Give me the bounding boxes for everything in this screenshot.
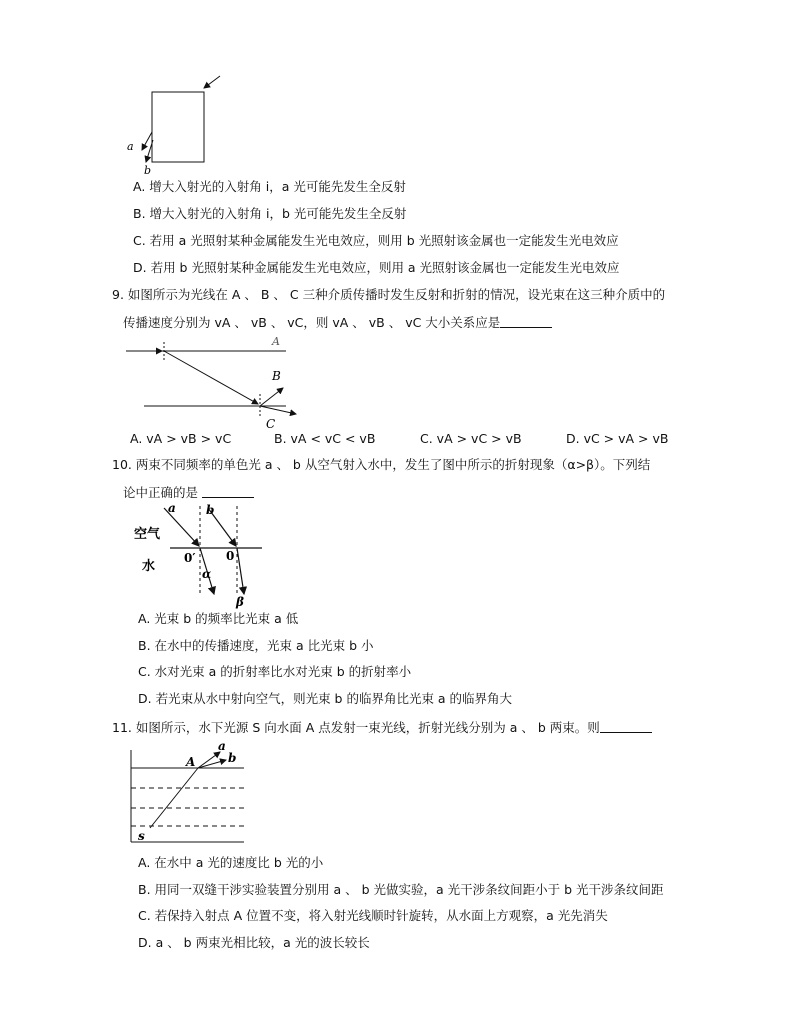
answer-blank[interactable] <box>600 720 652 733</box>
q9-label-c: C <box>266 417 276 431</box>
label-beta: β <box>236 595 244 609</box>
label-air: 空气 <box>134 527 161 542</box>
q10-option-d: D. 若光束从水中射向空气，则光束 b 的临界角比光束 a 的临界角大 <box>138 691 513 706</box>
q9-figure <box>120 332 300 432</box>
incident-ray <box>150 768 198 828</box>
q8-option-b: B. 增大入射光的入射角 i，b 光可能先发生全反射 <box>133 206 407 221</box>
q11-stem-line1: 11. 如图所示，水下光源 S 向水面 A 点发射一束光线，折射光线分别为 a 、 b 两束。则 <box>112 720 652 735</box>
incident-ray <box>204 76 220 88</box>
q11-label-A: A <box>186 755 196 769</box>
q9-option-b: B. vA < vC < vB <box>274 431 376 446</box>
q10-figure <box>128 500 278 610</box>
reflected-ray <box>260 388 283 406</box>
q9-stem-line1: 9. 如图所示为光线在 A 、 B 、 C 三种介质传播时发生反射和折射的情况，设光束在这三种介质中的 <box>112 287 666 302</box>
prism-block <box>152 92 204 162</box>
q10-stem-line2: 论中正确的是 <box>123 485 254 500</box>
q11-option-c: C. 若保持入射点 A 位置不变，将入射光线顺时针旋转，从水面上方观察，a 光先消失 <box>138 908 608 923</box>
label-o-prime: 0′ <box>184 551 196 565</box>
q9-option-a: A. vA > vB > vC <box>130 431 232 446</box>
refracted-ray-b <box>164 351 258 404</box>
label-water: 水 <box>142 559 156 574</box>
q11-figure <box>120 738 260 850</box>
q9-option-d: D. vC > vA > vB <box>566 431 669 446</box>
answer-blank[interactable] <box>202 485 254 498</box>
q9-option-c: C. vA > vC > vB <box>420 431 522 446</box>
q10-option-c: C. 水对光束 a 的折射率比水对光束 b 的折射率小 <box>138 664 412 679</box>
q8-label-b: b <box>144 164 152 177</box>
label-alpha: α <box>202 567 212 581</box>
transmitted-ray-c <box>260 406 296 414</box>
q10-label-a: a <box>168 501 176 515</box>
q10-label-b: b <box>206 503 215 517</box>
ray-b-refracted <box>237 548 244 594</box>
q8-option-a: A. 增大入射光的入射角 i，a 光可能先发生全反射 <box>133 179 406 194</box>
q8-option-c: C. 若用 a 光照射某种金属能发生光电效应，则用 b 光照射该金属也一定能发生光电效应 <box>133 233 619 248</box>
q11-label-s: s <box>138 829 145 843</box>
refracted-ray-b <box>198 760 226 768</box>
q11-option-a: A. 在水中 a 光的速度比 b 光的小 <box>138 855 324 870</box>
q9-label-a: A <box>272 335 280 348</box>
q10-option-b: B. 在水中的传播速度，光束 a 比光束 b 小 <box>138 638 374 653</box>
answer-blank[interactable] <box>500 315 552 328</box>
q11-label-a: a <box>218 739 226 753</box>
q11-option-d: D. a 、 b 两束光相比较，a 光的波长较长 <box>138 935 370 950</box>
q8-figure <box>120 70 230 180</box>
q8-label-a: a <box>127 140 134 153</box>
q11-option-b: B. 用同一双缝干涉实验装置分别用 a 、 b 光做实验，a 光干涉条纹间距小于 b 光干涉条纹间距 <box>138 882 664 897</box>
label-o: 0 <box>226 549 235 563</box>
q9-stem-line2: 传播速度分别为 vA 、 vB 、 vC，则 vA 、 vB 、 vC 大小关系应是 <box>123 315 552 330</box>
q9-label-b: B <box>272 369 281 383</box>
q10-stem-line1: 10. 两束不同频率的单色光 a 、 b 从空气射入水中，发生了图中所示的折射现象（α>β）。下列结 <box>112 457 651 472</box>
q11-label-b: b <box>228 751 237 765</box>
q8-option-d: D. 若用 b 光照射某种金属能发生光电效应，则用 a 光照射该金属也一定能发生光电效应 <box>133 260 620 275</box>
q10-option-a: A. 光束 b 的频率比光束 a 低 <box>138 611 299 626</box>
refracted-ray-a <box>198 752 220 768</box>
